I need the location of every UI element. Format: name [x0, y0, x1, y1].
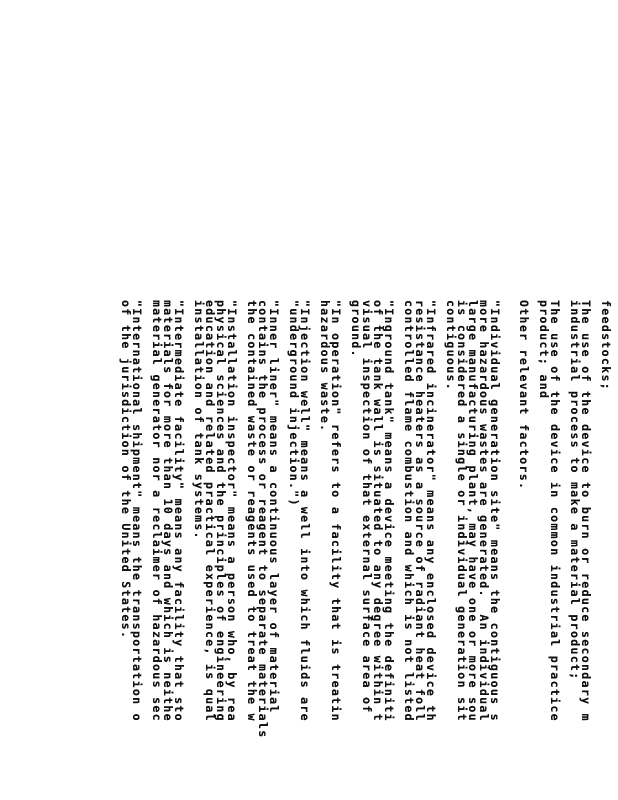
rotated-document-page [18, 300, 618, 800]
text-line: physical sciences and the principles of engineering [214, 300, 228, 722]
text-line: The use of the device in common industrial practice [548, 300, 562, 722]
text-line: The use of the device to burn or reduce secondary m [579, 300, 593, 722]
text-line: materials for more than 10 days and which is neithe [161, 300, 175, 722]
text-line: "Intermediate facility" means any facility that sto [172, 300, 186, 722]
text-line: controlled flame combustion and which is not listed [402, 300, 416, 722]
text-line: "Inground tank" means a device meeting the definiti [382, 300, 396, 722]
text-line: installation of tank systems. [192, 300, 206, 540]
text-line: education and related practical experience, is qual [203, 300, 217, 722]
text-line: "International shipment" means the transportation o [130, 300, 144, 722]
text-line: of the jurisdiction of the United States. [119, 300, 133, 640]
text-line: of the tank wall is situated to any degree within t [371, 300, 385, 722]
text-line: contiguous. [444, 300, 458, 392]
text-line: contains the process or reagent to separate materials [256, 300, 270, 739]
text-line: product; and [537, 300, 551, 400]
text-line: "Individual generation site" means the contiguous s [488, 300, 502, 722]
text-line: ground. [349, 300, 363, 358]
text-line: more hazardous wastes are generated. An individual [477, 300, 491, 722]
text-line: material generator nor a reclaimer of hazardous sec [150, 300, 164, 722]
text-line: industrial process to make a material product; [568, 300, 582, 681]
text-line: visual inspection of that external surface area of [360, 300, 374, 714]
text-line: "Injection well" means a well into which fluids are [298, 300, 312, 722]
text-line: resistance heaters as a source of radiant heat foll [413, 300, 427, 722]
text-line: Other relevant factors. [517, 300, 531, 491]
text-line: "underground injection.") [287, 300, 301, 507]
text-line: large manufacturing plant, may have one or more sou [466, 300, 480, 722]
text-line: feedstocks; [599, 300, 613, 392]
text-line: "Infrared incinerator" means any enclosed device th [424, 300, 438, 722]
text-line: the contained waste or reagents used to treat the w [245, 300, 259, 722]
text-line: "In operation" refers to a facility that is treatin [329, 300, 343, 722]
text-line: "Inner liner" means a continuous layer of material [267, 300, 281, 714]
text-line: hazardous waste. [318, 300, 332, 433]
text-line: is considered a single or individual generation sit [455, 300, 469, 722]
text-line: "Installation inspector" means a person who, by rea [225, 300, 239, 722]
